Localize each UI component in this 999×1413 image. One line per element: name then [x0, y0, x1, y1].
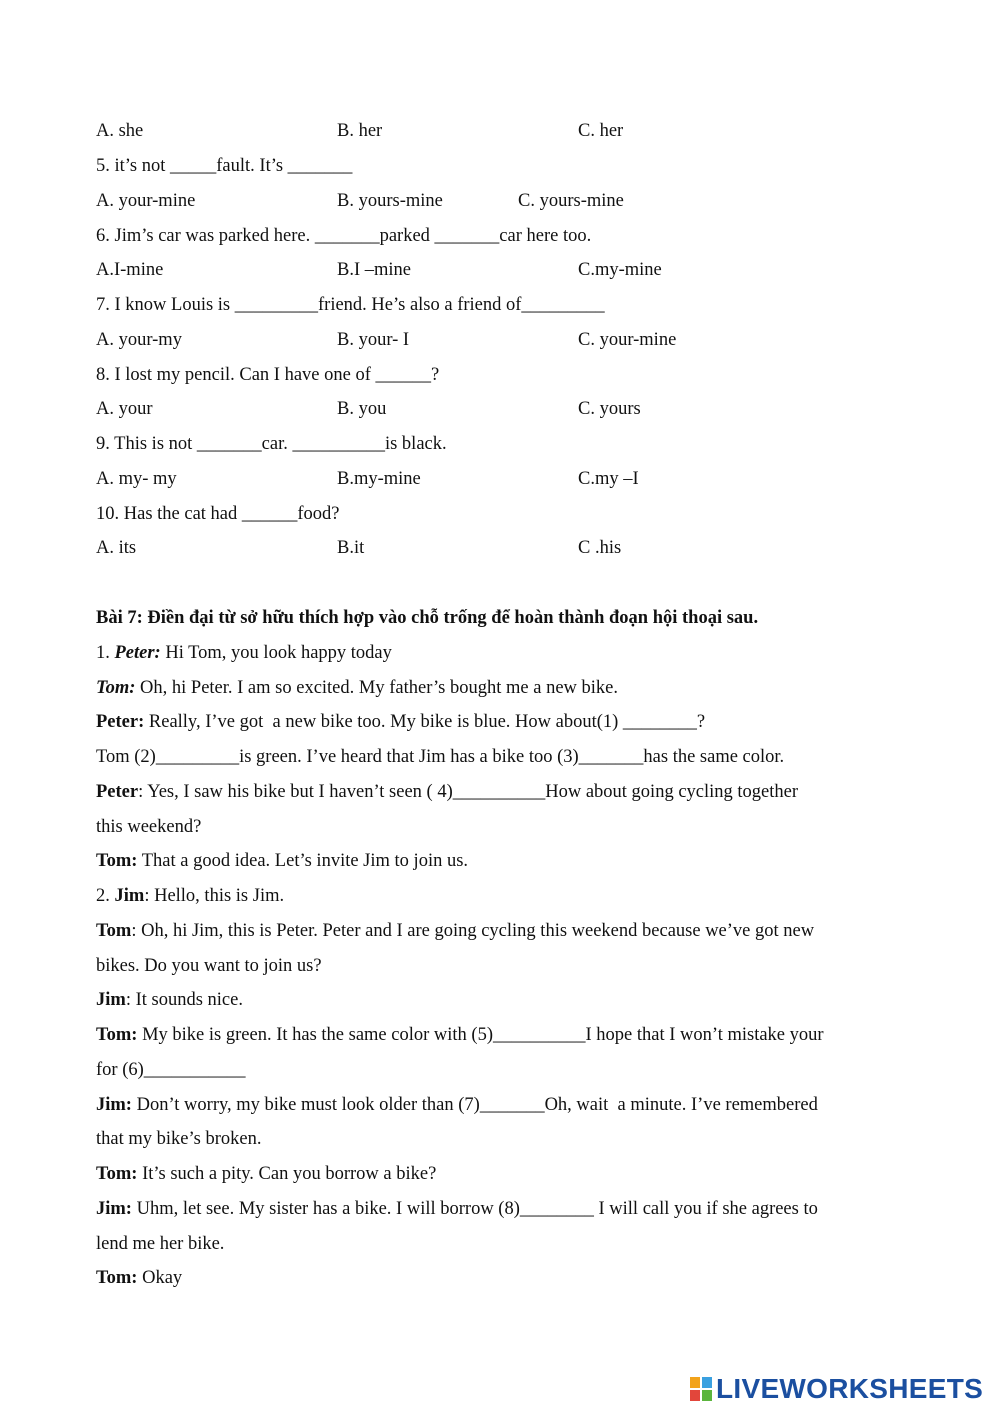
q9-text: 9. This is not _______car. __________is black. — [96, 434, 447, 454]
q9-option-c: C.my –I — [578, 469, 639, 489]
q4-option-b: B. her — [337, 121, 383, 141]
speaker-label: Tom: — [96, 851, 138, 871]
q9-option-a: A. my- my — [96, 469, 177, 489]
dialogue-line: bikes. Do you want to join us? — [96, 956, 322, 976]
liveworksheets-logo-icon — [690, 1377, 712, 1401]
q8-option-b: B. you — [337, 399, 387, 419]
q5-option-a: A. your-mine — [96, 191, 196, 211]
q4-option-c: C. her — [578, 121, 624, 141]
q7-text: 7. I know Louis is _________friend. He’s also a friend of_________ — [96, 295, 605, 315]
dialogue-line: Tom: It’s such a pity. Can you borrow a bike? — [96, 1164, 437, 1184]
exercise7-title: Bài 7: Điền đại từ sở hữu thích hợp vào chỗ trống để hoàn thành đoạn hội thoại sau. — [96, 608, 759, 628]
q8-option-c: C. yours — [578, 399, 641, 419]
liveworksheets-wordmark: LIVEWORKSHEETS — [716, 1373, 984, 1404]
dialogue-line: 1. Peter: Hi Tom, you look happy today — [96, 643, 392, 663]
dialogue-line: Peter: Really, I’ve got a new bike too. My bike is blue. How about(1) ________? — [96, 712, 706, 732]
speaker-label: Peter: — [114, 643, 161, 663]
q6-option-b: B.I –mine — [337, 260, 411, 280]
speaker-label: Tom: — [96, 678, 136, 698]
speaker-label: Jim — [96, 990, 126, 1010]
q10-option-b: B.it — [337, 538, 365, 558]
dialogue-line: Tom: That a good idea. Let’s invite Jim to join us. — [96, 851, 469, 871]
speaker-label: Tom: — [96, 1164, 138, 1184]
speaker-label: Tom: — [96, 1268, 138, 1288]
speaker-label: Jim — [114, 886, 145, 906]
q6-option-c: C.my-mine — [578, 260, 662, 280]
dialogue-line: Tom: Okay — [96, 1268, 183, 1288]
q7-option-b: B. your- I — [337, 330, 410, 350]
dialogue-line: Tom: Oh, hi Jim, this is Peter. Peter and I are going cycling this weekend because we’ve got new — [96, 921, 815, 941]
q4-option-a: A. she — [96, 121, 144, 141]
dialogue-line: for (6)___________ — [96, 1060, 246, 1080]
q10-text: 10. Has the cat had ______food? — [96, 504, 340, 524]
q10-option-a: A. its — [96, 538, 137, 558]
dialogue-line: Tom (2)_________is green. I’ve heard that Jim has a bike too (3)_______has the same color. — [96, 747, 785, 767]
liveworksheets-watermark — [690, 1374, 983, 1404]
dialogue-line: Jim: Uhm, let see. My sister has a bike. I will borrow (8)________ I will call you if she agrees to — [96, 1199, 818, 1219]
speaker-label: Peter — [96, 782, 139, 802]
dialogue-line: that my bike’s broken. — [96, 1129, 262, 1149]
dialogue-line: Tom: My bike is green. It has the same color with (5)__________I hope that I won’t mistake your — [96, 1025, 824, 1045]
q8-text: 8. I lost my pencil. Can I have one of ______? — [96, 365, 440, 385]
speaker-label: Jim: — [96, 1199, 132, 1219]
speaker-label: Tom: — [96, 1025, 138, 1045]
q7-option-a: A. your-my — [96, 330, 182, 350]
q5-option-b: B. yours-mine — [337, 191, 443, 211]
q6-text: 6. Jim’s car was parked here. _______parked _______car here too. — [96, 226, 592, 246]
dialogue-line: Jim: It sounds nice. — [96, 990, 243, 1010]
q5-text: 5. it’s not _____fault. It’s _______ — [96, 156, 353, 176]
q7-option-c: C. your-mine — [578, 330, 677, 350]
q8-option-a: A. your — [96, 399, 153, 419]
dialogue-line: Peter: Yes, I saw his bike but I haven’t seen ( 4)__________How about going cycling together — [96, 782, 799, 802]
q10-option-c: C .his — [578, 538, 622, 558]
dialogue-line: 2. Jim: Hello, this is Jim. — [96, 886, 285, 906]
dialogue-line: lend me her bike. — [96, 1234, 225, 1254]
dialogue-line: Jim: Don’t worry, my bike must look older than (7)_______Oh, wait a minute. I’ve remembered — [96, 1095, 818, 1115]
q5-option-c: C. yours-mine — [518, 191, 624, 211]
speaker-label: Jim: — [96, 1095, 132, 1115]
speaker-label: Peter: — [96, 712, 145, 732]
dialogue-line: Tom: Oh, hi Peter. I am so excited. My father’s bought me a new bike. — [96, 678, 619, 698]
q6-option-a: A.I-mine — [96, 260, 164, 280]
dialogue-line: this weekend? — [96, 817, 202, 837]
q9-option-b: B.my-mine — [337, 469, 421, 489]
speaker-label: Tom — [96, 921, 132, 941]
